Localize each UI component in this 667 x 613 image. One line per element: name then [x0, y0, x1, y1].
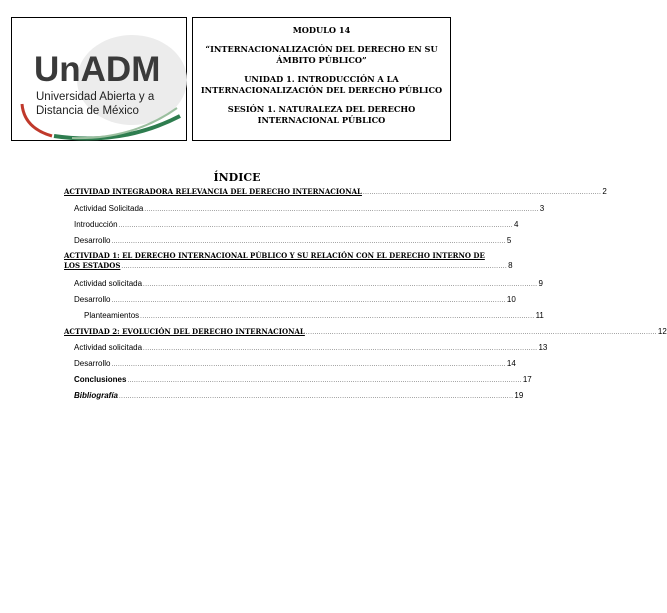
toc-entry[interactable]: Actividad Solicitada ...................................................................................................................................................................................... 3	[74, 204, 545, 213]
unit-title: UNIDAD 1. INTRODUCCIÓN A LA INTERNACIONALIZACIÓN DEL DERECHO PÚBLICO	[200, 74, 443, 95]
toc-entry[interactable]: Desarrollo ...................................................................................................................................................................................... 10	[74, 295, 516, 304]
toc-entry[interactable]: Desarrollo ...................................................................................................................................................................................... 5	[74, 236, 512, 245]
index-heading: ÍNDICE	[213, 171, 261, 184]
toc-entry[interactable]: Conclusiones ...................................................................................................................................................................................... 17	[74, 375, 532, 384]
university-name: Universidad Abierta y a Distancia de México	[36, 91, 155, 117]
toc-entry[interactable]: ACTIVIDAD 1: EL DERECHO INTERNACIONAL PÚBLICO Y SU RELACIÓN CON EL DERECHO INTERNO DE LOS ESTADOS .................................................................................................................................................................................. 8	[64, 251, 513, 270]
toc-entry[interactable]: ACTIVIDAD 2: EVOLUCIÓN DEL DERECHO INTERNACIONAL .................................................................................................................................................................. 12	[64, 327, 667, 336]
brand-logo-text: UnADM	[34, 50, 161, 89]
toc-entry[interactable]: Actividad solicitada ...................................................................................................................................................................................... 13	[74, 343, 548, 352]
toc-entry[interactable]: Bibliografía ...................................................................................................................................................................................... 19	[74, 391, 524, 400]
toc-entry[interactable]: Desarrollo ...................................................................................................................................................................................... 14	[74, 359, 516, 368]
toc-entry[interactable]: Introducción ...................................................................................................................................................................................... 4	[74, 220, 519, 229]
course-title: “INTERNACIONALIZACIÓN DEL DERECHO EN SU ÁMBITO PÚBLICO”	[205, 44, 438, 65]
toc-entry[interactable]: ACTIVIDAD INTEGRADORA RELEVANCIA DEL DERECHO INTERNACIONAL .............................................................................................................. 2	[64, 187, 607, 196]
module-title: MODULO 14	[292, 25, 351, 35]
logo-box	[11, 17, 187, 141]
toc-entry[interactable]: Planteamientos ...................................................................................................................................................................................... 11	[84, 311, 544, 320]
title-box	[192, 17, 451, 141]
session-title: SESIÓN 1. NATURALEZA DEL DERECHO INTERNACIONAL PÚBLICO	[227, 104, 416, 125]
toc-entry[interactable]: Actividad solicitada ...................................................................................................................................................................................... 9	[74, 279, 543, 288]
